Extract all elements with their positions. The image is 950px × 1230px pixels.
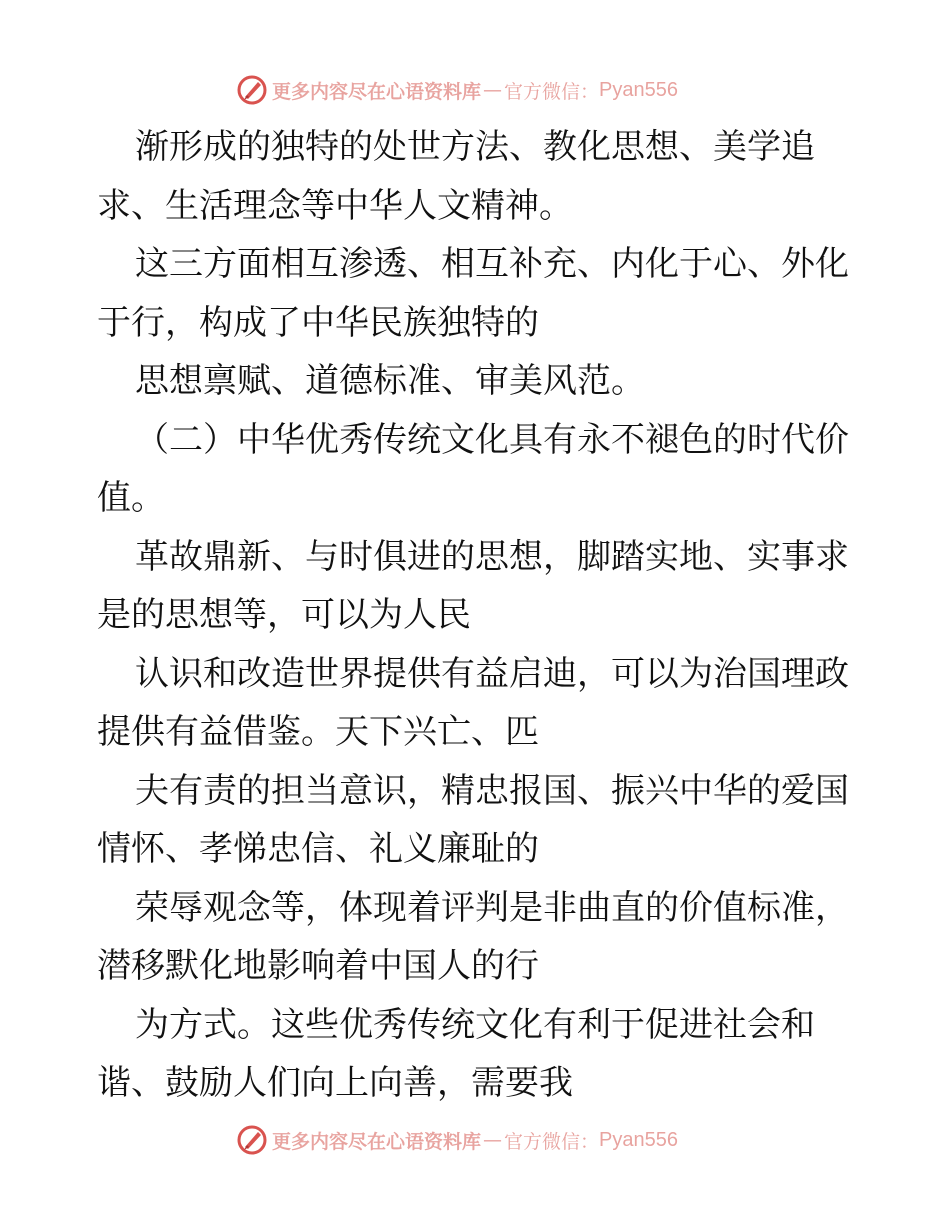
text-line: 这三方面相互渗透、相互补充、内化于心、外化 (135, 244, 849, 284)
header-banner (236, 73, 678, 107)
banner-wechat-id: Pyan556 (599, 78, 678, 101)
text-line: 是的思想等，可以为人民 (97, 595, 471, 635)
banner-wechat-id: Pyan556 (599, 1128, 678, 1151)
quill-logo-icon (236, 74, 268, 106)
text-line: 潜移默化地影响着中国人的行 (97, 946, 539, 986)
text-line: 提供有益借鉴。天下兴亡、匹 (97, 712, 539, 752)
banner-wechat-label: 官方微信： (504, 1130, 600, 1153)
text-line: 谐、鼓励人们向上向善，需要我 (97, 1063, 573, 1103)
text-line: 值。 (97, 478, 165, 518)
text-line: 于行，构成了中华民族独特的 (97, 302, 539, 343)
text-line: 渐形成的独特的处世方法、教化思想、美学追 (135, 127, 815, 167)
footer-banner (236, 1123, 678, 1157)
text-line: 荣辱观念等，体现着评判是非曲直的价值标准， (135, 887, 849, 928)
text-line: 求、生活理念等中华人文精神。 (97, 185, 573, 226)
text-line: 情怀、孝悌忠信、礼义廉耻的 (97, 829, 539, 869)
text-line: 认识和改造世界提供有益启迪，可以为治国理政 (135, 653, 849, 694)
banner-title: 更多内容尽在心语资料库 (272, 1130, 482, 1153)
text-line: 思想禀赋、道德标准、审美风范。 (135, 361, 645, 401)
banner-dash: — (483, 1129, 503, 1151)
section-heading: （二）中华优秀传统文化具有永不褪色的时代价 (135, 419, 849, 460)
text-line: 革故鼎新、与时俱进的思想，脚踏实地、实事求 (135, 536, 849, 577)
document-body (97, 118, 857, 1113)
banner-title: 更多内容尽在心语资料库 (272, 80, 482, 103)
text-line: 为方式。这些优秀传统文化有利于促进社会和 (135, 1004, 815, 1045)
banner-dash: — (483, 79, 503, 101)
text-line: 夫有责的担当意识，精忠报国、振兴中华的爱国 (135, 770, 849, 811)
quill-logo-icon (236, 1124, 268, 1156)
banner-wechat-label: 官方微信： (504, 80, 600, 103)
